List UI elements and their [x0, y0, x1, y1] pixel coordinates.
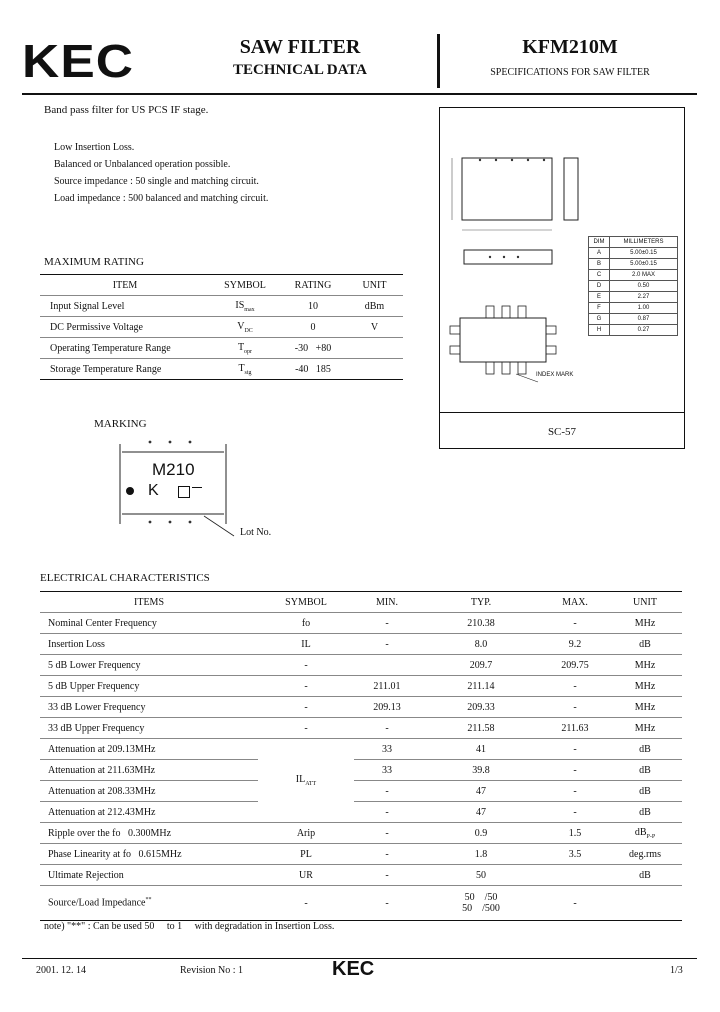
item-cell: DC Permissive Voltage — [40, 317, 210, 338]
max-cell: - — [542, 760, 608, 781]
header-title: SAW FILTER — [239, 36, 361, 58]
max-cell: - — [542, 676, 608, 697]
max-cell: 9.2 — [542, 634, 608, 655]
typ-cell: 210.38 — [420, 613, 542, 634]
min-cell: - — [354, 844, 420, 865]
symbol-cell: fo — [258, 613, 354, 634]
dim-cell: B — [589, 259, 610, 270]
table-row — [40, 823, 682, 844]
max-cell: - — [542, 886, 608, 921]
min-cell: - — [354, 802, 420, 823]
lot-dash-icon — [192, 487, 202, 488]
unit-cell: dBm — [346, 296, 403, 317]
max-cell: 211.63 — [542, 718, 608, 739]
unit-cell: MHz — [608, 718, 682, 739]
dim-cell: E — [589, 292, 610, 303]
header-separator — [437, 34, 440, 88]
dimension-table — [588, 236, 678, 336]
table-row — [40, 802, 682, 823]
table-row — [40, 739, 682, 760]
feature-item: Load impedance : 500 balanced and matching circuit. — [54, 193, 269, 204]
table-row — [40, 634, 682, 655]
max-cell: - — [542, 781, 608, 802]
dim-cell: D — [589, 281, 610, 292]
col-header: MILLIMETERS — [610, 237, 678, 248]
col-header: TYP. — [470, 596, 492, 608]
symbol-cell: $IS_{max}$ — [210, 296, 280, 317]
item-cell: 5 dB Lower Frequency — [40, 655, 258, 676]
max-cell: 209.75 — [542, 655, 608, 676]
symbol-cell: - — [258, 697, 354, 718]
value-cell: 5.00±0.15 — [610, 248, 678, 259]
table-row — [40, 338, 403, 359]
table-row — [40, 676, 682, 697]
max-cell: - — [542, 697, 608, 718]
col-header: SYMBOL — [224, 279, 266, 291]
electrical-title: ELECTRICAL CHARACTERISTICS — [40, 572, 210, 584]
typ-cell: 39.8 — [420, 760, 542, 781]
col-header: MAX. — [562, 596, 588, 608]
max-rating-table — [40, 274, 403, 380]
marking-code: M210 — [152, 460, 195, 479]
table-row — [40, 781, 682, 802]
typ-cell: 0.9 — [420, 823, 542, 844]
attenuation-symbol-cell: $IL_{ATT}$ — [258, 739, 354, 823]
table-row — [40, 359, 403, 380]
min-cell: - — [354, 823, 420, 844]
symbol-cell: PL — [258, 844, 354, 865]
unit-cell — [346, 359, 403, 380]
unit-cell: deg.rms — [608, 844, 682, 865]
unit-cell: dB — [608, 760, 682, 781]
symbol-cell: Arip — [258, 823, 354, 844]
marking-mark: K — [148, 482, 159, 499]
typ-cell: 209.7 — [420, 655, 542, 676]
value-cell: 5.00±0.15 — [610, 259, 678, 270]
rating-cell: -30 +80 — [280, 338, 346, 359]
header-rule — [22, 93, 697, 95]
table-row — [40, 317, 403, 338]
value-cell: 0.87 — [610, 314, 678, 325]
header-subtitle: TECHNICAL DATA — [232, 62, 368, 78]
symbol-cell: - — [258, 676, 354, 697]
item-cell: Input Signal Level — [40, 296, 210, 317]
table-row — [40, 760, 682, 781]
table-row — [589, 270, 678, 281]
col-header: MIN. — [376, 596, 398, 608]
package-divider — [440, 412, 684, 413]
col-header: UNIT — [362, 279, 387, 291]
table-row — [589, 259, 678, 270]
feature-item: Source impedance : 50 single and matching circuit. — [54, 176, 259, 187]
unit-cell: dB — [608, 865, 682, 886]
marking-diagram — [112, 436, 240, 540]
unit-cell — [608, 886, 682, 921]
min-cell: - — [354, 613, 420, 634]
symbol-cell: $T_{opr}$ — [210, 338, 280, 359]
dim-cell: F — [589, 303, 610, 314]
unit-cell: MHz — [608, 697, 682, 718]
typ-cell: 50 /50 50 /500 — [420, 886, 542, 921]
min-cell: - — [354, 781, 420, 802]
typ-cell: 1.8 — [420, 844, 542, 865]
feature-item: Balanced or Unbalanced operation possible. — [54, 159, 231, 170]
table-row — [40, 844, 682, 865]
min-cell: 209.13 — [354, 697, 420, 718]
value-cell: 2.0 MAX — [610, 270, 678, 281]
dim-cell: A — [589, 248, 610, 259]
typ-cell: 41 — [420, 739, 542, 760]
table-row — [40, 296, 403, 317]
max-rating-title: MAXIMUM RATING — [44, 256, 144, 268]
electrical-table — [40, 591, 682, 921]
max-cell: 1.5 — [542, 823, 608, 844]
max-cell: - — [542, 739, 608, 760]
symbol-cell: - — [258, 718, 354, 739]
col-header: UNIT — [633, 596, 657, 608]
item-cell: 33 dB Lower Frequency — [40, 697, 258, 718]
footer-page: 1/3 — [670, 965, 683, 976]
max-cell: - — [542, 802, 608, 823]
min-cell: 33 — [354, 739, 420, 760]
item-cell: Ripple over the fo 0.300MHz — [40, 823, 258, 844]
item-cell: Ultimate Rejection — [40, 865, 258, 886]
typ-cell: 209.33 — [420, 697, 542, 718]
typ-cell: 211.58 — [420, 718, 542, 739]
value-cell: 2.27 — [610, 292, 678, 303]
unit-cell: dB — [608, 781, 682, 802]
rating-cell: 10 — [280, 296, 346, 317]
unit-cell: MHz — [608, 655, 682, 676]
item-cell: Source/Load Impedance** — [40, 886, 258, 921]
rating-cell: 0 — [280, 317, 346, 338]
item-cell: Storage Temperature Range — [40, 359, 210, 380]
feature-item: Low Insertion Loss. — [54, 142, 135, 153]
unit-cell: MHz — [608, 676, 682, 697]
footer-revision: Revision No : 1 — [180, 965, 244, 976]
unit-cell: dB — [608, 634, 682, 655]
table-row — [40, 865, 682, 886]
table-row — [40, 718, 682, 739]
max-cell: 3.5 — [542, 844, 608, 865]
package-name: SC-57 — [547, 426, 577, 438]
symbol-cell: - — [258, 655, 354, 676]
value-cell: 1.00 — [610, 303, 678, 314]
min-cell — [354, 655, 420, 676]
min-cell: - — [354, 634, 420, 655]
unit-cell: MHz — [608, 613, 682, 634]
table-row — [589, 325, 678, 336]
col-header: ITEMS — [134, 596, 164, 608]
symbol-cell: $V_{DC}$ — [210, 317, 280, 338]
dim-cell: C — [589, 270, 610, 281]
item-cell: Attenuation at 209.13MHz — [40, 739, 258, 760]
min-cell: 33 — [354, 760, 420, 781]
min-cell: - — [354, 865, 420, 886]
note: note) "**" : Can be used 50 to 1 with degradation in Insertion Loss. — [44, 921, 335, 932]
typ-cell: 211.14 — [420, 676, 542, 697]
part-number: KFM210M — [522, 36, 618, 58]
value-cell: 0.27 — [610, 325, 678, 336]
dim-cell: G — [589, 314, 610, 325]
spec-line: SPECIFICATIONS FOR SAW FILTER — [490, 67, 650, 78]
table-row — [589, 281, 678, 292]
description: Band pass filter for US PCS IF stage. — [44, 104, 209, 116]
table-row — [40, 886, 682, 921]
col-header: ITEM — [112, 279, 138, 291]
typ-cell: 47 — [420, 802, 542, 823]
item-cell: Operating Temperature Range — [40, 338, 210, 359]
item-cell: Phase Linearity at fo 0.615MHz — [40, 844, 258, 865]
package-drawing — [446, 150, 606, 390]
unit-cell: dB — [608, 739, 682, 760]
value-cell: 0.50 — [610, 281, 678, 292]
table-row — [589, 292, 678, 303]
col-header: SYMBOL — [285, 596, 327, 608]
rating-cell: -40 185 — [280, 359, 346, 380]
min-cell: - — [354, 886, 420, 921]
item-cell: Insertion Loss — [40, 634, 258, 655]
col-header: DIM — [589, 237, 610, 248]
table-row — [589, 314, 678, 325]
lot-label: Lot No. — [240, 527, 272, 538]
symbol-cell: IL — [258, 634, 354, 655]
symbol-cell: $T_{stg}$ — [210, 359, 280, 380]
max-cell — [542, 865, 608, 886]
table-row — [40, 613, 682, 634]
item-cell: Attenuation at 208.33MHz — [40, 781, 258, 802]
item-cell: Attenuation at 211.63MHz — [40, 760, 258, 781]
table-row — [40, 655, 682, 676]
symbol-cell: - — [258, 886, 354, 921]
unit-cell — [346, 338, 403, 359]
marking-title: MARKING — [94, 418, 147, 430]
unit-cell: $dB_{P-P}$ — [608, 823, 682, 844]
index-mark-label: INDEX MARK — [536, 372, 574, 378]
footer-logo: KEC — [332, 958, 375, 980]
table-row — [40, 697, 682, 718]
table-header-row — [589, 237, 678, 248]
kec-logo: KEC — [22, 35, 135, 87]
feature-list — [54, 139, 268, 207]
footer-date: 2001. 12. 14 — [36, 965, 86, 976]
item-cell: Attenuation at 212.43MHz — [40, 802, 258, 823]
max-cell: - — [542, 613, 608, 634]
min-cell: - — [354, 718, 420, 739]
symbol-cell: UR — [258, 865, 354, 886]
table-row — [589, 303, 678, 314]
item-cell: 33 dB Upper Frequency — [40, 718, 258, 739]
typ-cell: 47 — [420, 781, 542, 802]
item-cell: 5 dB Upper Frequency — [40, 676, 258, 697]
typ-cell: 8.0 — [420, 634, 542, 655]
index-dot-icon — [126, 487, 134, 495]
dim-cell: H — [589, 325, 610, 336]
unit-cell: V — [346, 317, 403, 338]
col-header: RATING — [294, 279, 332, 291]
item-cell: Nominal Center Frequency — [40, 613, 258, 634]
lot-box-icon — [178, 486, 190, 498]
table-header-row — [40, 592, 682, 613]
typ-cell: 50 — [420, 865, 542, 886]
table-header-row — [40, 275, 403, 296]
unit-cell: dB — [608, 802, 682, 823]
table-row — [589, 248, 678, 259]
min-cell: 211.01 — [354, 676, 420, 697]
